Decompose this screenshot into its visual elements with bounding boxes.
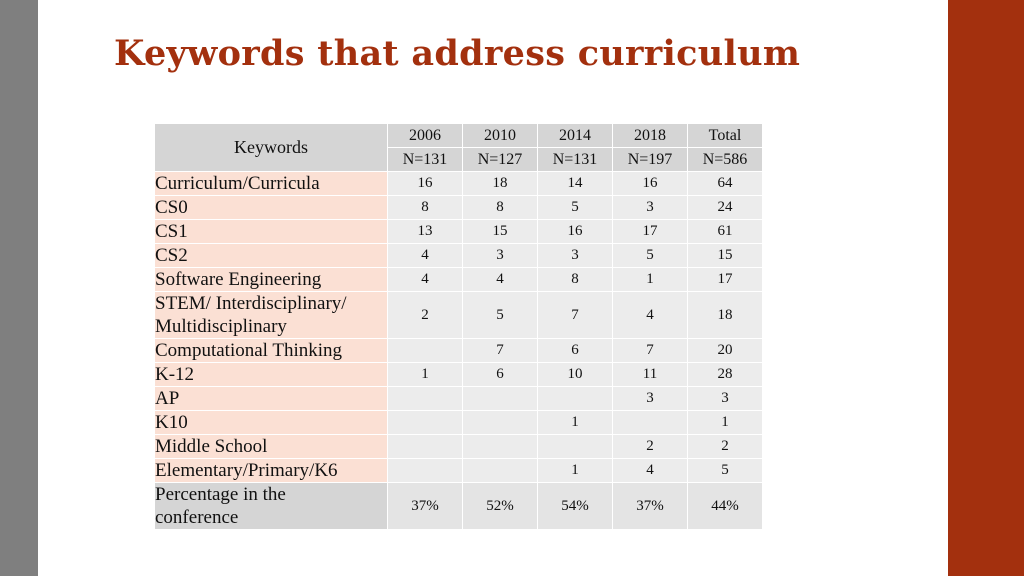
value-cell: 8 — [388, 196, 463, 220]
value-cell — [388, 339, 463, 363]
value-cell: 2 — [388, 292, 463, 339]
table-row — [155, 196, 763, 220]
header-total: Total — [688, 124, 763, 148]
percentage-cell: 54% — [538, 483, 613, 530]
table-row — [155, 172, 763, 196]
right-accent-bar — [948, 0, 1024, 576]
total-cell: 20 — [688, 339, 763, 363]
keyword-line: STEM/ Interdisciplinary/ — [155, 293, 347, 314]
value-cell: 16 — [538, 220, 613, 244]
value-cell: 13 — [388, 220, 463, 244]
value-cell — [538, 387, 613, 411]
left-accent-bar — [0, 0, 38, 576]
header-n: N=131 — [388, 148, 463, 172]
header-year: 2010 — [463, 124, 538, 148]
percentage-label-line: Percentage in the — [155, 484, 286, 505]
value-cell: 4 — [463, 268, 538, 292]
keyword-cell: Middle School — [155, 435, 388, 459]
header-year: 2006 — [388, 124, 463, 148]
table-row — [155, 268, 763, 292]
value-cell: 2 — [613, 435, 688, 459]
value-cell — [388, 411, 463, 435]
percentage-row — [155, 483, 763, 530]
value-cell: 5 — [463, 292, 538, 339]
header-year: 2014 — [538, 124, 613, 148]
value-cell: 8 — [463, 196, 538, 220]
total-cell: 17 — [688, 268, 763, 292]
value-cell: 3 — [613, 196, 688, 220]
header-n: N=131 — [538, 148, 613, 172]
value-cell — [388, 459, 463, 483]
total-cell: 61 — [688, 220, 763, 244]
table-row — [155, 387, 763, 411]
keyword-cell: Curriculum/Curricula — [155, 172, 388, 196]
value-cell: 3 — [538, 244, 613, 268]
value-cell: 1 — [388, 363, 463, 387]
total-cell: 15 — [688, 244, 763, 268]
keyword-cell: CS0 — [155, 196, 388, 220]
value-cell: 3 — [463, 244, 538, 268]
total-cell: 18 — [688, 292, 763, 339]
header-year: 2018 — [613, 124, 688, 148]
value-cell: 4 — [613, 459, 688, 483]
value-cell: 6 — [538, 339, 613, 363]
value-cell — [388, 435, 463, 459]
value-cell — [463, 387, 538, 411]
keyword-cell: AP — [155, 387, 388, 411]
keywords-table — [154, 123, 763, 530]
value-cell: 7 — [463, 339, 538, 363]
keyword-cell: CS2 — [155, 244, 388, 268]
value-cell: 18 — [463, 172, 538, 196]
table-row — [155, 339, 763, 363]
keyword-line: Multidisciplinary — [155, 316, 287, 337]
keyword-cell: CS1 — [155, 220, 388, 244]
percentage-label-line: conference — [155, 507, 239, 528]
header-row-years — [155, 124, 763, 148]
value-cell: 16 — [613, 172, 688, 196]
total-cell: 1 — [688, 411, 763, 435]
value-cell: 1 — [538, 459, 613, 483]
value-cell: 6 — [463, 363, 538, 387]
table-row — [155, 459, 763, 483]
value-cell: 11 — [613, 363, 688, 387]
keyword-cell: K-12 — [155, 363, 388, 387]
value-cell: 7 — [613, 339, 688, 363]
table-row — [155, 411, 763, 435]
value-cell: 5 — [538, 196, 613, 220]
table-row — [155, 292, 763, 339]
table-row — [155, 435, 763, 459]
value-cell: 17 — [613, 220, 688, 244]
percentage-total-cell: 44% — [688, 483, 763, 530]
value-cell: 16 — [388, 172, 463, 196]
percentage-cell: 37% — [388, 483, 463, 530]
value-cell — [613, 411, 688, 435]
total-cell: 2 — [688, 435, 763, 459]
keyword-cell: Computational Thinking — [155, 339, 388, 363]
keyword-cell: K10 — [155, 411, 388, 435]
header-n: N=127 — [463, 148, 538, 172]
value-cell: 15 — [463, 220, 538, 244]
value-cell — [463, 459, 538, 483]
value-cell: 14 — [538, 172, 613, 196]
value-cell: 5 — [613, 244, 688, 268]
keyword-cell — [155, 292, 388, 339]
table-row — [155, 220, 763, 244]
value-cell: 3 — [613, 387, 688, 411]
percentage-label — [155, 483, 388, 530]
value-cell — [388, 387, 463, 411]
total-cell: 5 — [688, 459, 763, 483]
value-cell: 4 — [613, 292, 688, 339]
percentage-cell: 37% — [613, 483, 688, 530]
value-cell — [463, 435, 538, 459]
total-cell: 3 — [688, 387, 763, 411]
value-cell — [463, 411, 538, 435]
slide-title: Keywords that address curriculum — [114, 33, 801, 74]
value-cell: 7 — [538, 292, 613, 339]
value-cell: 8 — [538, 268, 613, 292]
keyword-cell: Software Engineering — [155, 268, 388, 292]
table-row — [155, 363, 763, 387]
value-cell: 10 — [538, 363, 613, 387]
value-cell — [538, 435, 613, 459]
total-cell: 24 — [688, 196, 763, 220]
value-cell: 4 — [388, 244, 463, 268]
keywords-header: Keywords — [155, 124, 388, 172]
percentage-cell: 52% — [463, 483, 538, 530]
total-cell: 64 — [688, 172, 763, 196]
header-n: N=197 — [613, 148, 688, 172]
value-cell: 4 — [388, 268, 463, 292]
value-cell: 1 — [613, 268, 688, 292]
value-cell: 1 — [538, 411, 613, 435]
table-row — [155, 244, 763, 268]
keyword-cell: Elementary/Primary/K6 — [155, 459, 388, 483]
total-cell: 28 — [688, 363, 763, 387]
header-n: N=586 — [688, 148, 763, 172]
